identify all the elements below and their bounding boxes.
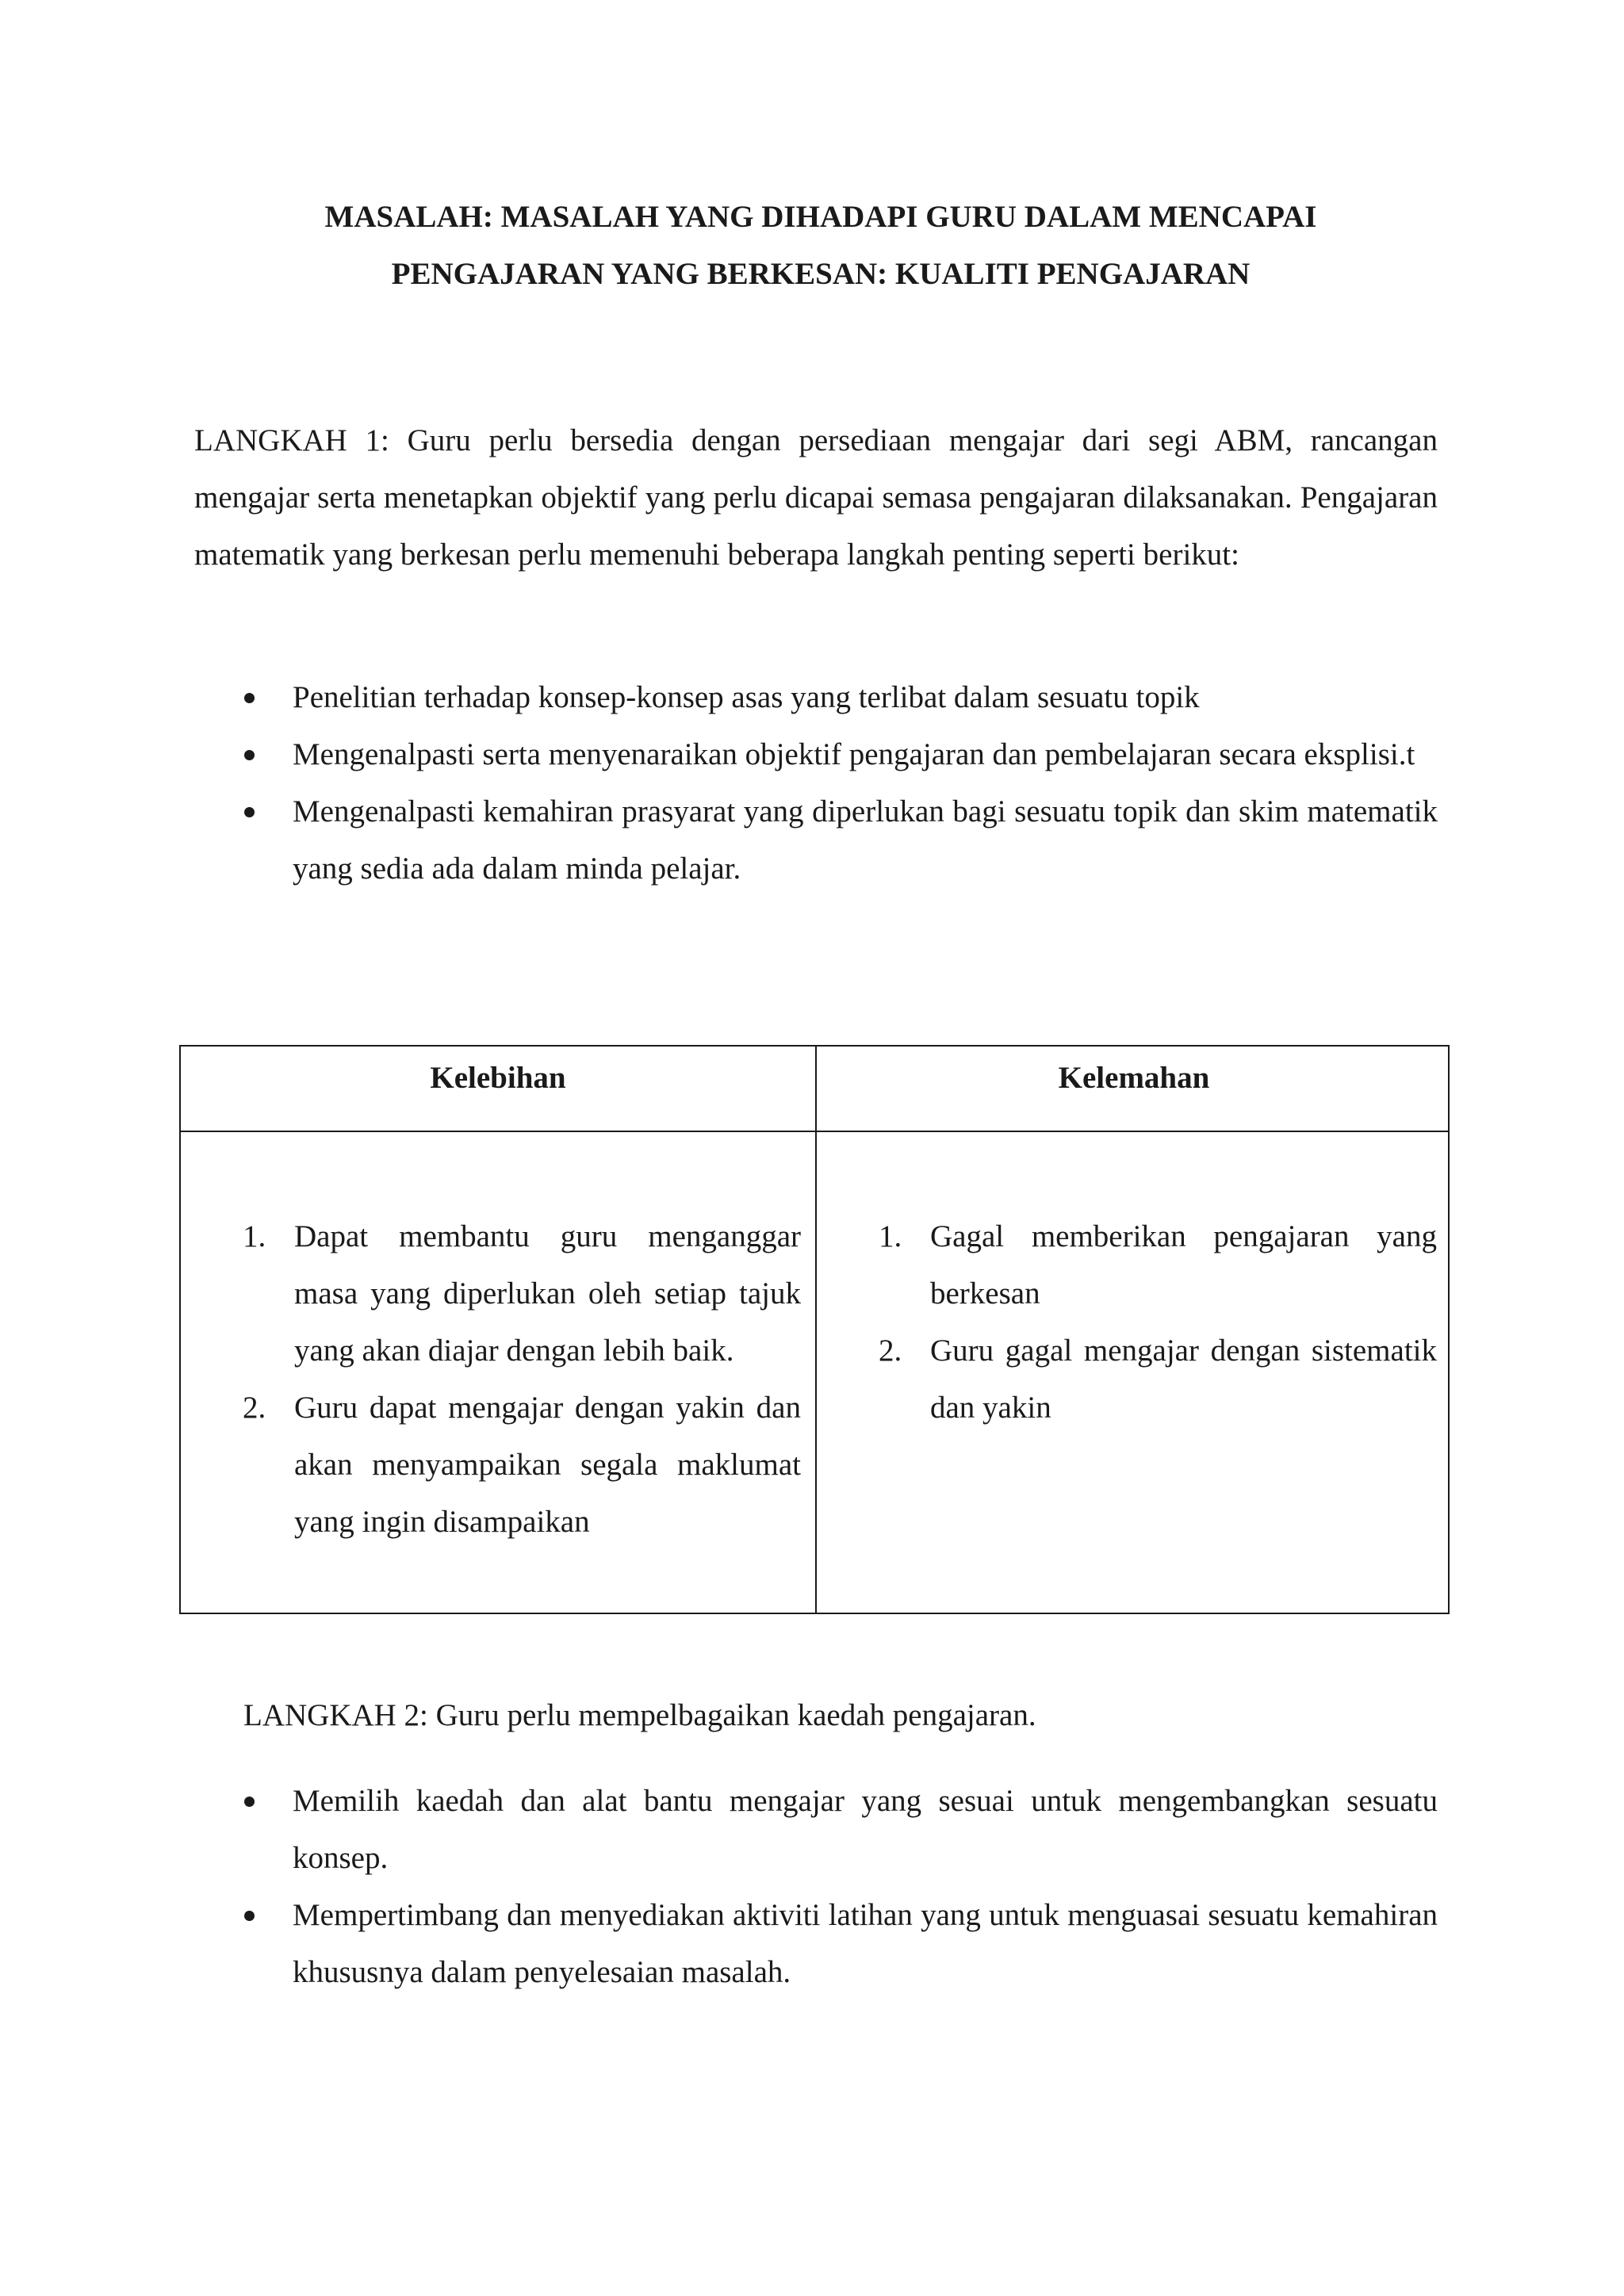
item-text: Guru dapat mengajar dengan yakin dan akan menyampaikan segala maklumat yang ingin disampaikan bbox=[294, 1391, 801, 1539]
list-item bbox=[194, 669, 1438, 726]
item-text: Dapat membantu guru menganggar masa yang diperlukan oleh setiap tajuk yang akan diajar dengan lebih baik. bbox=[294, 1219, 801, 1368]
table-row-divider bbox=[181, 1131, 1448, 1132]
kelemahan-list bbox=[817, 1208, 1437, 1437]
bullet-text: Mempertimbang dan menyediakan aktiviti latihan yang untuk menguasai sesuatu kemahiran khususnya dalam penyelesaian masalah. bbox=[293, 1898, 1438, 1989]
table-header-kelemahan: Kelemahan bbox=[1058, 1061, 1210, 1095]
step2-bullet-list bbox=[194, 1773, 1438, 2001]
bullet-icon bbox=[244, 807, 255, 817]
document-title bbox=[194, 189, 1447, 303]
bullet-text: Memilih kaedah dan alat bantu mengajar yang sesuai untuk mengembangkan sesuatu konsep. bbox=[293, 1784, 1438, 1875]
kelebihan-list bbox=[181, 1208, 801, 1551]
item-text: Gagal memberikan pengajaran yang berkesan bbox=[930, 1219, 1437, 1311]
list-item bbox=[194, 1887, 1438, 2001]
bullet-text: Mengenalpasti kemahiran prasyarat yang diperlukan bagi sesuatu topik dan skim matematik yang sedia ada dalam minda pelajar. bbox=[293, 794, 1438, 886]
bullet-icon bbox=[244, 1797, 255, 1807]
table-header-kelebihan: Kelebihan bbox=[430, 1061, 566, 1095]
step1-bullet-list bbox=[194, 669, 1438, 897]
list-item bbox=[181, 1380, 801, 1551]
bullet-icon bbox=[244, 693, 255, 703]
title-line-2: PENGAJARAN YANG BERKESAN: KUALITI PENGAJARAN bbox=[391, 257, 1251, 291]
list-item bbox=[194, 783, 1438, 897]
list-item bbox=[817, 1208, 1437, 1322]
list-item bbox=[194, 1773, 1438, 1887]
item-number: 1. bbox=[879, 1219, 902, 1253]
item-number: 2. bbox=[879, 1334, 902, 1368]
list-item bbox=[817, 1322, 1437, 1437]
title-line-1: MASALAH: MASALAH YANG DIHADAPI GURU DALAM MENCAPAI bbox=[324, 200, 1317, 234]
item-number: 1. bbox=[243, 1219, 266, 1253]
comparison-table bbox=[179, 1045, 1450, 1614]
bullet-text: Mengenalpasti serta menyenaraikan objektif pengajaran dan pembelajaran secara eksplisi.t bbox=[293, 737, 1415, 771]
step2-paragraph: LANGKAH 2: Guru perlu mempelbagaikan kaedah pengajaran. bbox=[243, 1698, 1036, 1732]
list-item bbox=[194, 726, 1438, 783]
item-number: 2. bbox=[243, 1391, 266, 1425]
step1-paragraph: LANGKAH 1: Guru perlu bersedia dengan persediaan mengajar dari segi ABM, rancangan mengajar serta menetapkan objektif yang perlu dicapai semasa pengajaran dilaksanakan. Pengajaran matematik yang berkesan perlu memenuhi beberapa langkah penting seperti berikut: bbox=[194, 423, 1438, 572]
bullet-icon bbox=[244, 1911, 255, 1921]
item-text: Guru gagal mengajar dengan sistematik dan yakin bbox=[930, 1334, 1437, 1425]
bullet-text: Penelitian terhadap konsep-konsep asas yang terlibat dalam sesuatu topik bbox=[293, 680, 1200, 714]
list-item bbox=[181, 1208, 801, 1380]
bullet-icon bbox=[244, 750, 255, 760]
